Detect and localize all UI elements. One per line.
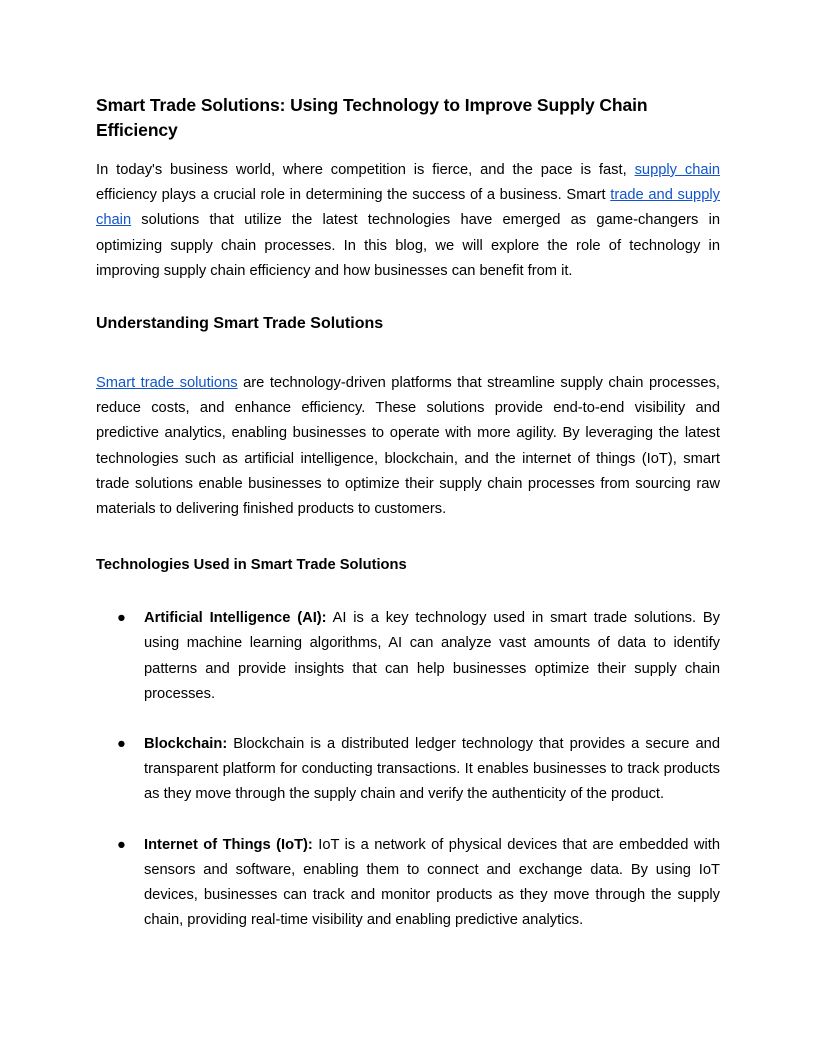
bullet-icon: ●: [117, 736, 126, 753]
list-item-description: Blockchain is a distributed ledger technology that provides a secure and transparent platform for conducting transactions. It enables businesses to track products as they move through the supply chain and verify the authenticity of the product.: [144, 736, 720, 803]
list-item: [96, 833, 720, 934]
list-item: [96, 732, 720, 808]
understanding-paragraph: [96, 371, 720, 522]
list-item-term: Blockchain:: [144, 736, 228, 753]
intro-paragraph: [96, 158, 720, 284]
list-item-description: IoT is a network of physical devices that are embedded with sensors and software, enabling them to connect and exchange data. By using IoT devices, businesses can track and monitor products as they move through the supply chain, providing real-time visibility and enabling predictive analytics.: [144, 836, 720, 929]
bullet-icon: ●: [117, 610, 126, 627]
intro-text-1: In today's business world, where competition is fierce, and the pace is fast,: [96, 162, 635, 178]
intro-text-3: solutions that utilize the latest technologies have emerged as game-changers in optimizing supply chain processes. In this blog, we will explore the role of technology in improving supply chain efficiency and how businesses can benefit from it.: [96, 212, 720, 279]
smart-trade-solutions-link[interactable]: Smart trade solutions: [96, 375, 238, 392]
intro-text-2: efficiency plays a crucial role in determining the success of a business. Smart: [96, 187, 611, 204]
understanding-heading: Understanding Smart Trade Solutions: [96, 315, 384, 333]
understanding-text: are technology-driven platforms that streamline supply chain processes, reduce costs, and enhance efficiency. These solutions provide end-to-end visibility and predictive analytics, enabling businesses to operate with more agility. By leveraging the latest technologies such as artificial intelligence, blockchain, and the internet of things (IoT), smart trade solutions enable businesses to optimize their supply chain processes from sourcing raw materials to delivering finished products to customers.: [96, 375, 720, 518]
list-item-description: AI is a key technology used in smart trade solutions. By using machine learning algorithms, AI can analyze vast amounts of data to identify patterns and provide insights that can help businesses optimize their supply chain processes.: [144, 610, 721, 702]
list-item-term: Internet of Things (IoT):: [144, 836, 313, 853]
list-item-term: Artificial Intelligence (AI):: [144, 610, 327, 627]
technologies-list: [96, 606, 720, 933]
document-title: Smart Trade Solutions: Using Technology to Improve Supply Chain Efficiency: [96, 95, 648, 140]
technologies-heading: Technologies Used in Smart Trade Solutions: [96, 557, 407, 574]
trade-and-supply-chain-link[interactable]: trade and supply chain: [96, 187, 720, 229]
list-item: [96, 606, 720, 707]
document-page: [96, 93, 720, 958]
bullet-icon: ●: [117, 836, 126, 853]
supply-chain-link[interactable]: supply chain: [634, 162, 720, 178]
